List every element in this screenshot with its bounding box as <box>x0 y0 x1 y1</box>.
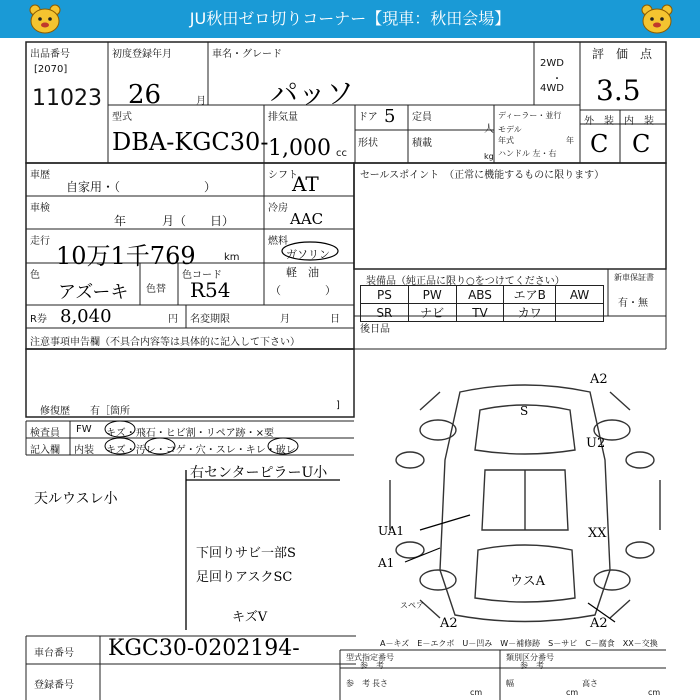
color-label: 色 <box>30 270 40 281</box>
equipment-item: SR <box>361 304 409 322</box>
inspector-label: 検査員 <box>30 428 60 439</box>
spare-tire-label: スペア <box>400 601 424 610</box>
notes-label: 注意事項申告欄（不具合内容等は具体的に記入して下さい） <box>30 337 300 348</box>
equipment-item: ナビ <box>408 304 456 322</box>
comment-scratch: キズV <box>232 610 268 625</box>
registration-month-unit: 月 <box>196 96 206 107</box>
fw-head: FW <box>76 424 92 435</box>
recycle-value: 8,040 <box>60 306 112 327</box>
repair-history: 修復歴 有［箇所 <box>40 406 130 417</box>
name-change-value: 月 日 <box>280 314 340 325</box>
fuel-gasoline: ガソリン <box>286 248 330 261</box>
shape-label: 形状 <box>358 138 378 149</box>
height-unit: cm <box>648 688 661 697</box>
doors-value: 5 <box>384 106 396 127</box>
damage-mark: U2 <box>586 436 606 451</box>
capacity-unit: 人 <box>484 124 494 135</box>
equipment-item: AW <box>556 286 604 304</box>
usage-label: 車歴 <box>30 170 50 181</box>
approval-ref-2: 参 考 <box>520 661 544 670</box>
drive-4wd: 4WD <box>540 83 564 94</box>
length-unit: cm <box>470 688 483 697</box>
displacement-label: 排気量 <box>268 112 298 123</box>
doors-label: ドア <box>358 112 378 123</box>
approval-ref-1: 参 考 <box>360 661 384 670</box>
dealer-type: ディーラー・並行 <box>498 111 562 120</box>
color-code-label: 色コード <box>182 270 222 281</box>
recycle-label: R券 <box>30 314 47 325</box>
mileage-value: 10万1千769 <box>56 242 196 270</box>
inspection-value: 年 月（ 日） <box>114 214 235 228</box>
interior-grade: C <box>632 130 651 158</box>
inspection-label: 車検 <box>30 203 50 214</box>
equipment-item: PS <box>361 286 409 304</box>
car-name-value: パッソ <box>270 77 355 110</box>
mileage-label: 走行 <box>30 236 50 247</box>
shift-label: シフト <box>268 170 298 181</box>
equipment-item: ABS <box>456 286 504 304</box>
load-unit: kg <box>484 152 494 161</box>
displacement-unit: cc <box>336 148 347 159</box>
drive-dot: ・ <box>552 74 562 85</box>
equipment-item: TV <box>456 304 504 322</box>
damage-mark: A2 <box>590 372 608 387</box>
steering-side: ハンドル 左・右 <box>498 149 557 158</box>
width-unit: cm <box>566 688 579 697</box>
height-label: 高さ <box>582 679 598 688</box>
damage-mark: ウスA <box>510 574 545 589</box>
color-code-value: R54 <box>190 278 231 302</box>
displacement-value: 1,000 <box>268 136 331 161</box>
inspector-circles <box>100 420 300 456</box>
equipment-item: エアB <box>504 286 556 304</box>
load-label: 積載 <box>412 138 432 149</box>
fw-items: キズ・飛石・ヒビ割・リペア跡・×要 <box>106 428 274 439</box>
interior-head: 内装 <box>74 445 94 456</box>
model-value: DBA-KGC30- <box>112 128 269 156</box>
damage-mark: A1 <box>378 556 395 570</box>
dealer-model: モデル <box>498 125 522 134</box>
new-warranty-label: 新車保証書 <box>614 273 654 282</box>
sales-point-label: セールスポイント （正常に機能するものに限ります） <box>360 170 605 181</box>
damage-mark: S <box>520 404 529 418</box>
car-name-label: 車名・グレード <box>212 49 282 60</box>
interior-label: 内 装 <box>624 116 654 127</box>
approval-ref-3: 参 考 <box>346 679 370 688</box>
equipment-item: カワ <box>504 304 556 322</box>
recycle-unit: 円 <box>168 314 178 325</box>
model-label: 型式 <box>112 112 132 123</box>
fuel-diesel: 軽 油 <box>286 266 319 279</box>
lot-label: 出品番号 <box>30 49 70 60</box>
comment-pillar: 右センターピラーU小 <box>190 465 328 481</box>
fuel-other: （ ） <box>270 284 336 297</box>
damage-legend: A－キズ E－エクボ U－凹み W－補修跡 S－サビ C－腐食 XX－交換 <box>380 639 658 648</box>
damage-mark: A2 <box>590 616 608 631</box>
damage-mark: XX <box>588 526 607 541</box>
rear-seat-label: 後日品 <box>360 324 390 335</box>
fuel-label: 燃料 <box>268 236 288 247</box>
usage-value: 自家用・（ ） <box>66 180 217 194</box>
new-warranty-value: 有・無 <box>618 298 648 309</box>
page-title: JU秋田ゼロ切りコーナー【現車：秋田会場】 <box>189 9 511 28</box>
rating-label: 評 価 点 <box>592 47 653 61</box>
damage-mark: UA1 <box>378 524 405 538</box>
comment-underbody: 下回りサビ一部S <box>196 546 296 561</box>
exterior-grade: C <box>590 130 609 158</box>
comment-suspension: 足回りアスクSC <box>196 570 293 585</box>
lot-number: 11023 <box>32 86 102 111</box>
drive-2wd: 2WD <box>540 58 564 69</box>
equipment-item: PW <box>408 286 456 304</box>
rating-value: 3.5 <box>596 74 641 107</box>
width-label: 幅 <box>506 679 514 688</box>
equipment-item <box>556 304 604 322</box>
registration-label: 初度登録年月 <box>112 49 172 60</box>
damage-mark: A2 <box>440 616 458 631</box>
aircon-label: 冷房 <box>268 203 288 214</box>
equipment-label: 装備品（純正品に限り○をつけてください） <box>366 276 565 287</box>
dealer-year-unit: 年 <box>566 136 574 145</box>
capacity-label: 定員 <box>412 112 432 123</box>
color-value: アズーキ <box>58 282 129 303</box>
length-label: 長さ <box>372 679 388 688</box>
approval-class-label: 類別区分番号 <box>506 653 554 662</box>
reg-number-label: 登録番号 <box>34 680 74 691</box>
repair-bracket: ] <box>336 400 340 411</box>
inspector-label-2: 記入欄 <box>30 445 60 456</box>
gasoline-circle <box>280 240 340 262</box>
mileage-unit: km <box>224 252 240 263</box>
chassis-value: KGC30-0202194- <box>108 636 300 661</box>
registration-year: 26 <box>128 80 162 110</box>
equipment-table <box>360 285 604 322</box>
name-change-label: 名変期限 <box>190 314 230 325</box>
comment-roof: 天ルウスレ小 <box>34 491 118 507</box>
dealer-year: 年式 <box>498 136 514 145</box>
interior-items: キズ・汚レ・コゲ・穴・スレ・キレ・破レ <box>106 445 296 456</box>
approval-model-label: 型式指定番号 <box>346 653 394 662</box>
color-change-label: 色替 <box>146 284 166 295</box>
exterior-label: 外 装 <box>584 116 614 127</box>
aircon-value: AAC <box>290 210 324 228</box>
shift-value: AT <box>292 172 319 196</box>
chassis-label: 車台番号 <box>34 648 74 659</box>
lot-subcode: [2070] <box>34 64 68 75</box>
